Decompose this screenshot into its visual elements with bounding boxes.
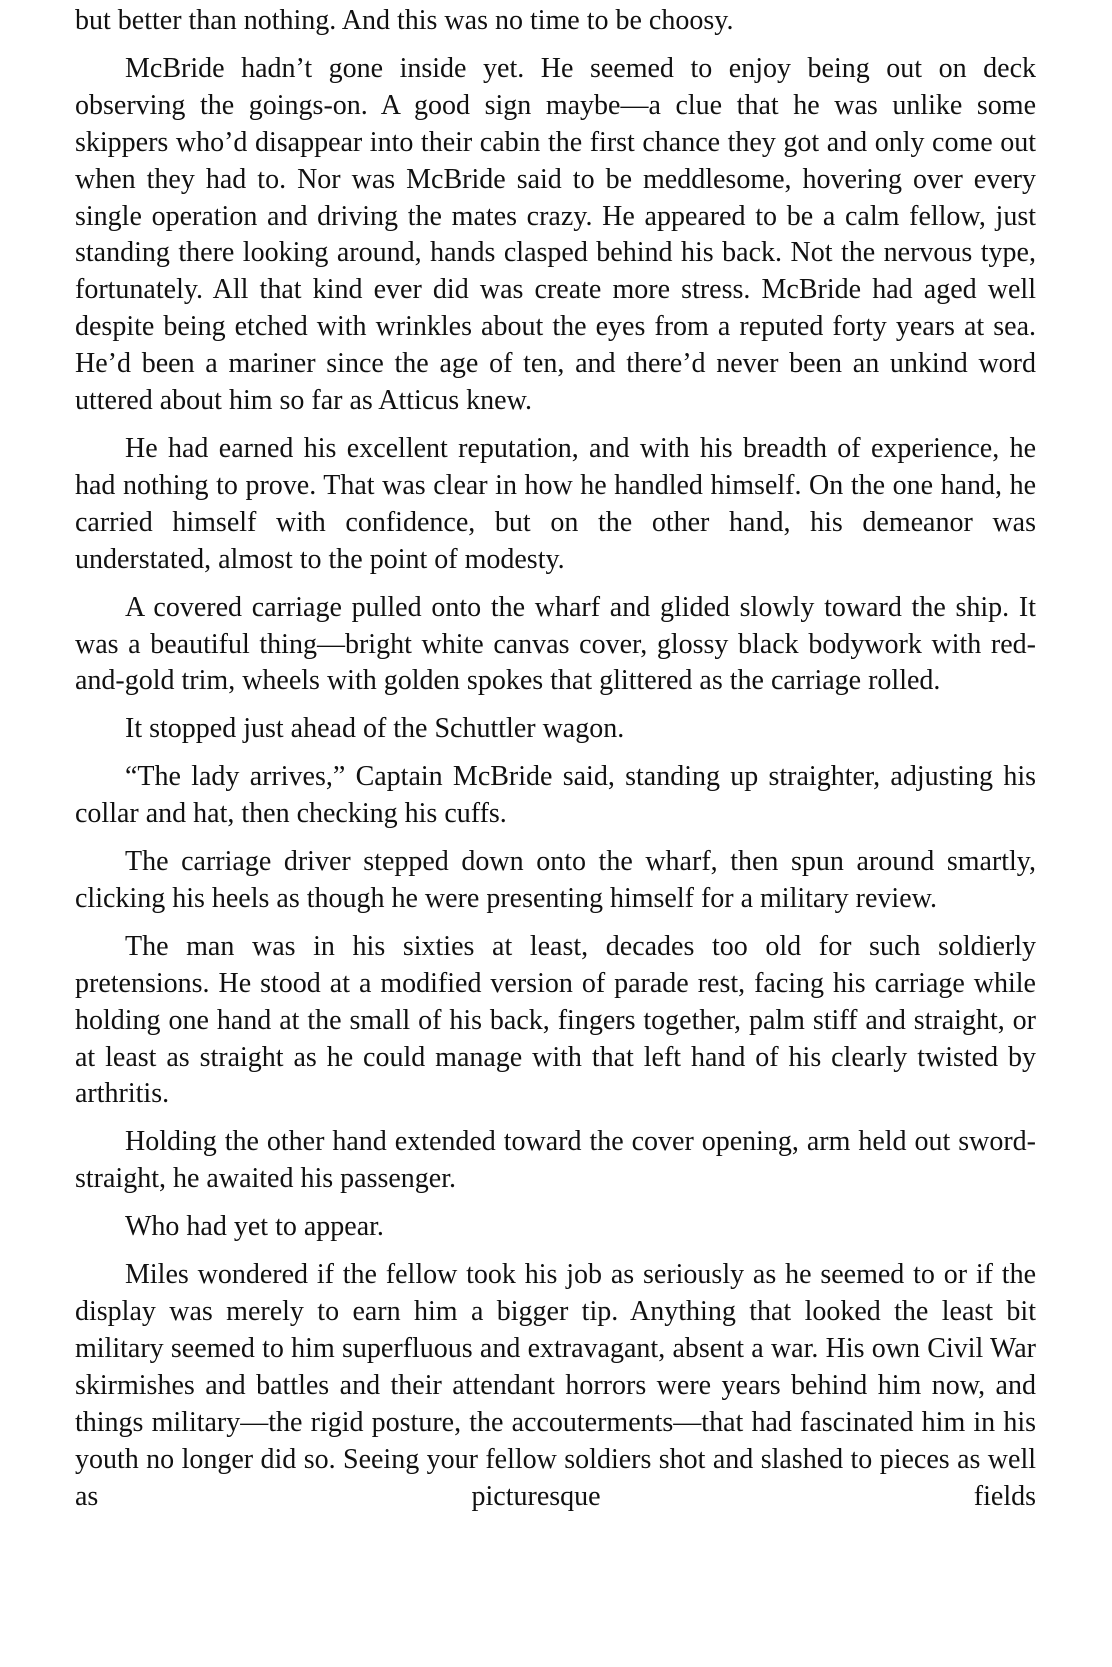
- paragraph: Holding the other hand extended toward the cover opening, arm held out sword-straight, he awaited his passenger.: [75, 1126, 1036, 1195]
- paragraph: The carriage driver stepped down onto the wharf, then spun around smartly, clicking his heels as though he were presenting himself for a military review.: [75, 846, 1036, 914]
- paragraph: Miles wondered if the fellow took his job as seriously as he seemed to or if the display was merely to earn him a bigger tip. Anything that looked the least bit military seemed to him superfluous and extravagant, absent a war. His own Civil War skirmishes and battles and their attendant horrors were years behind him now, and things military—the rigid posture, the accouterments—that had fascinated him in his youth no longer did so. Seeing your fellow soldiers shot and slashed to pieces as well as picturesque fields: [75, 1259, 1036, 1512]
- paragraph: McBride hadn’t gone inside yet. He seemed to enjoy being out on deck observing the goings-on. A good sign maybe—a clue that he was unlike some skippers who’d disappear into their cabin the first chance they got and only come out when they had to. Nor was McBride said to be meddlesome, hovering over every single operation and driving the mates crazy. He appeared to be a calm fellow, just standing there looking around, hands clasped behind his back. Not the nervous type, fortunately. All that kind ever did was create more stress. McBride had aged well despite being etched with wrinkles about the eyes from a reputed forty years at sea. He’d been a mariner since the age of ten, and there’d never been an unkind word uttered about him so far as Atticus knew.: [75, 52, 1036, 417]
- paragraph: but better than nothing. And this was no time to be choosy.: [75, 5, 734, 36]
- paragraph: A covered carriage pulled onto the wharf and glided slowly toward the ship. It was a beautiful thing—bright white canvas cover, glossy black bodywork with red-and-gold trim, wheels with golden spokes that glittered as the carriage rolled.: [75, 591, 1036, 697]
- paragraph: He had earned his excellent reputation, and with his breadth of experience, he had nothing to prove. That was clear in how he handled himself. On the one hand, he carried himself with confidence, but on the other hand, his demeanor was understated, almost to the point of modesty.: [75, 432, 1036, 575]
- paragraph: Who had yet to appear.: [125, 1211, 384, 1243]
- paragraph: It stopped just ahead of the Schuttler wagon.: [125, 713, 625, 745]
- book-page: [75, 3, 1036, 1526]
- paragraph: The man was in his sixties at least, decades too old for such soldierly pretensions. He stood at a modified version of parade rest, facing his carriage while holding one hand at the small of his back, fingers together, palm stiff and straight, or at least as straight as he could manage with that left hand of his clearly twisted by arthritis.: [75, 930, 1036, 1110]
- paragraph: “The lady arrives,” Captain McBride said, standing up straighter, adjusting his collar and hat, then checking his cuffs.: [75, 761, 1036, 830]
